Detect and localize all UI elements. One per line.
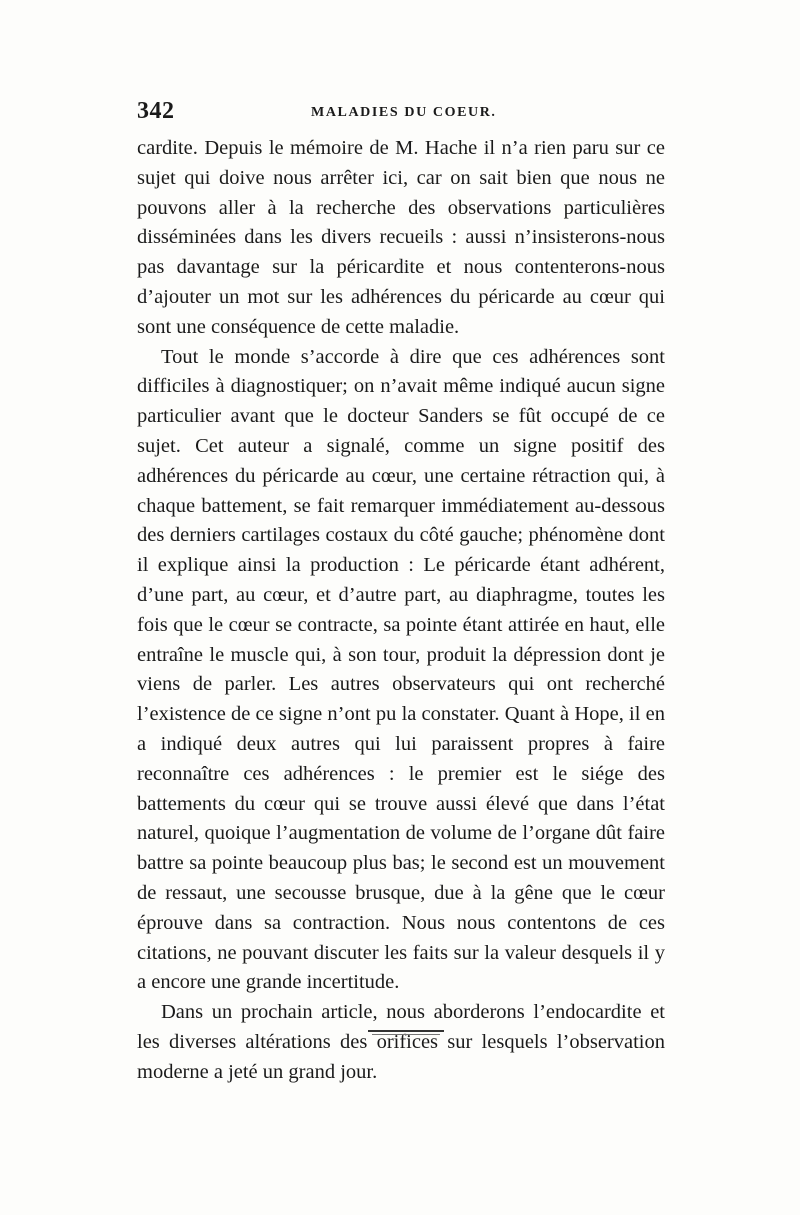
paragraph-next-article: Dans un prochain article, nous aborderons l’endocardite et les diverses altérations des orifices sur lesquels l’observation moderne a jeté un grand jour. bbox=[137, 1001, 665, 1083]
section-end-rule bbox=[368, 1030, 444, 1032]
paragraph-continuation: cardite. Depuis le mémoire de M. Hache il n’a rien paru sur ce sujet qui doive nous arrêter ici, car on sait bien que nous ne pouvons aller à la recherche des observations particulières disséminées dans les divers recueils : aussi n’insisterons-nous pas davantage sur la péricardite et nous contenterons-nous d’ajouter un mot sur les adhérences du péricarde au cœur qui sont une conséquence de cette maladie. bbox=[137, 137, 665, 338]
running-title: MALADIES DU COEUR. bbox=[311, 105, 497, 120]
body-text bbox=[137, 134, 665, 1088]
page-header bbox=[137, 98, 665, 132]
page-number: 342 bbox=[137, 98, 175, 124]
paragraph-adherences: Tout le monde s’accorde à dire que ces adhérences sont difficiles à diagnostiquer; on n’avait même indiqué aucun signe particulier avant que le docteur Sanders se fût occupé de ce sujet. Cet auteur a signalé, comme un signe positif des adhérences du péricarde au cœur, une certaine rétraction qui, à chaque battement, se fait remarquer immédiatement au-dessous des derniers cartilages costaux du côté gauche; phénomène dont il explique ainsi la production : Le péricarde étant adhérent, d’une part, au cœur, et d’autre part, au diaphragme, toutes les fois que le cœur se contracte, sa pointe étant attirée en haut, elle entraîne le muscle qui, à son tour, produit la dépression dont je viens de parler. Les autres observateurs qui ont recherché l’existence de ce signe n’ont pu la constater. Quant à Hope, il en a indiqué deux autres qui lui paraissent propres à faire reconnaître ces adhérences : le premier est le siége des battements du cœur qui se trouve aussi élevé que dans l’état naturel, quoique l’augmentation de volume de l’organe dût faire battre sa pointe beaucoup plus bas; le second est un mouvement de ressaut, une secousse brusque, due à la gêne que le cœur éprouve dans sa contraction. Nous nous contentons de ces citations, ne pouvant discuter les faits sur la valeur desquels il y a encore une grande incertitude. bbox=[137, 345, 665, 994]
